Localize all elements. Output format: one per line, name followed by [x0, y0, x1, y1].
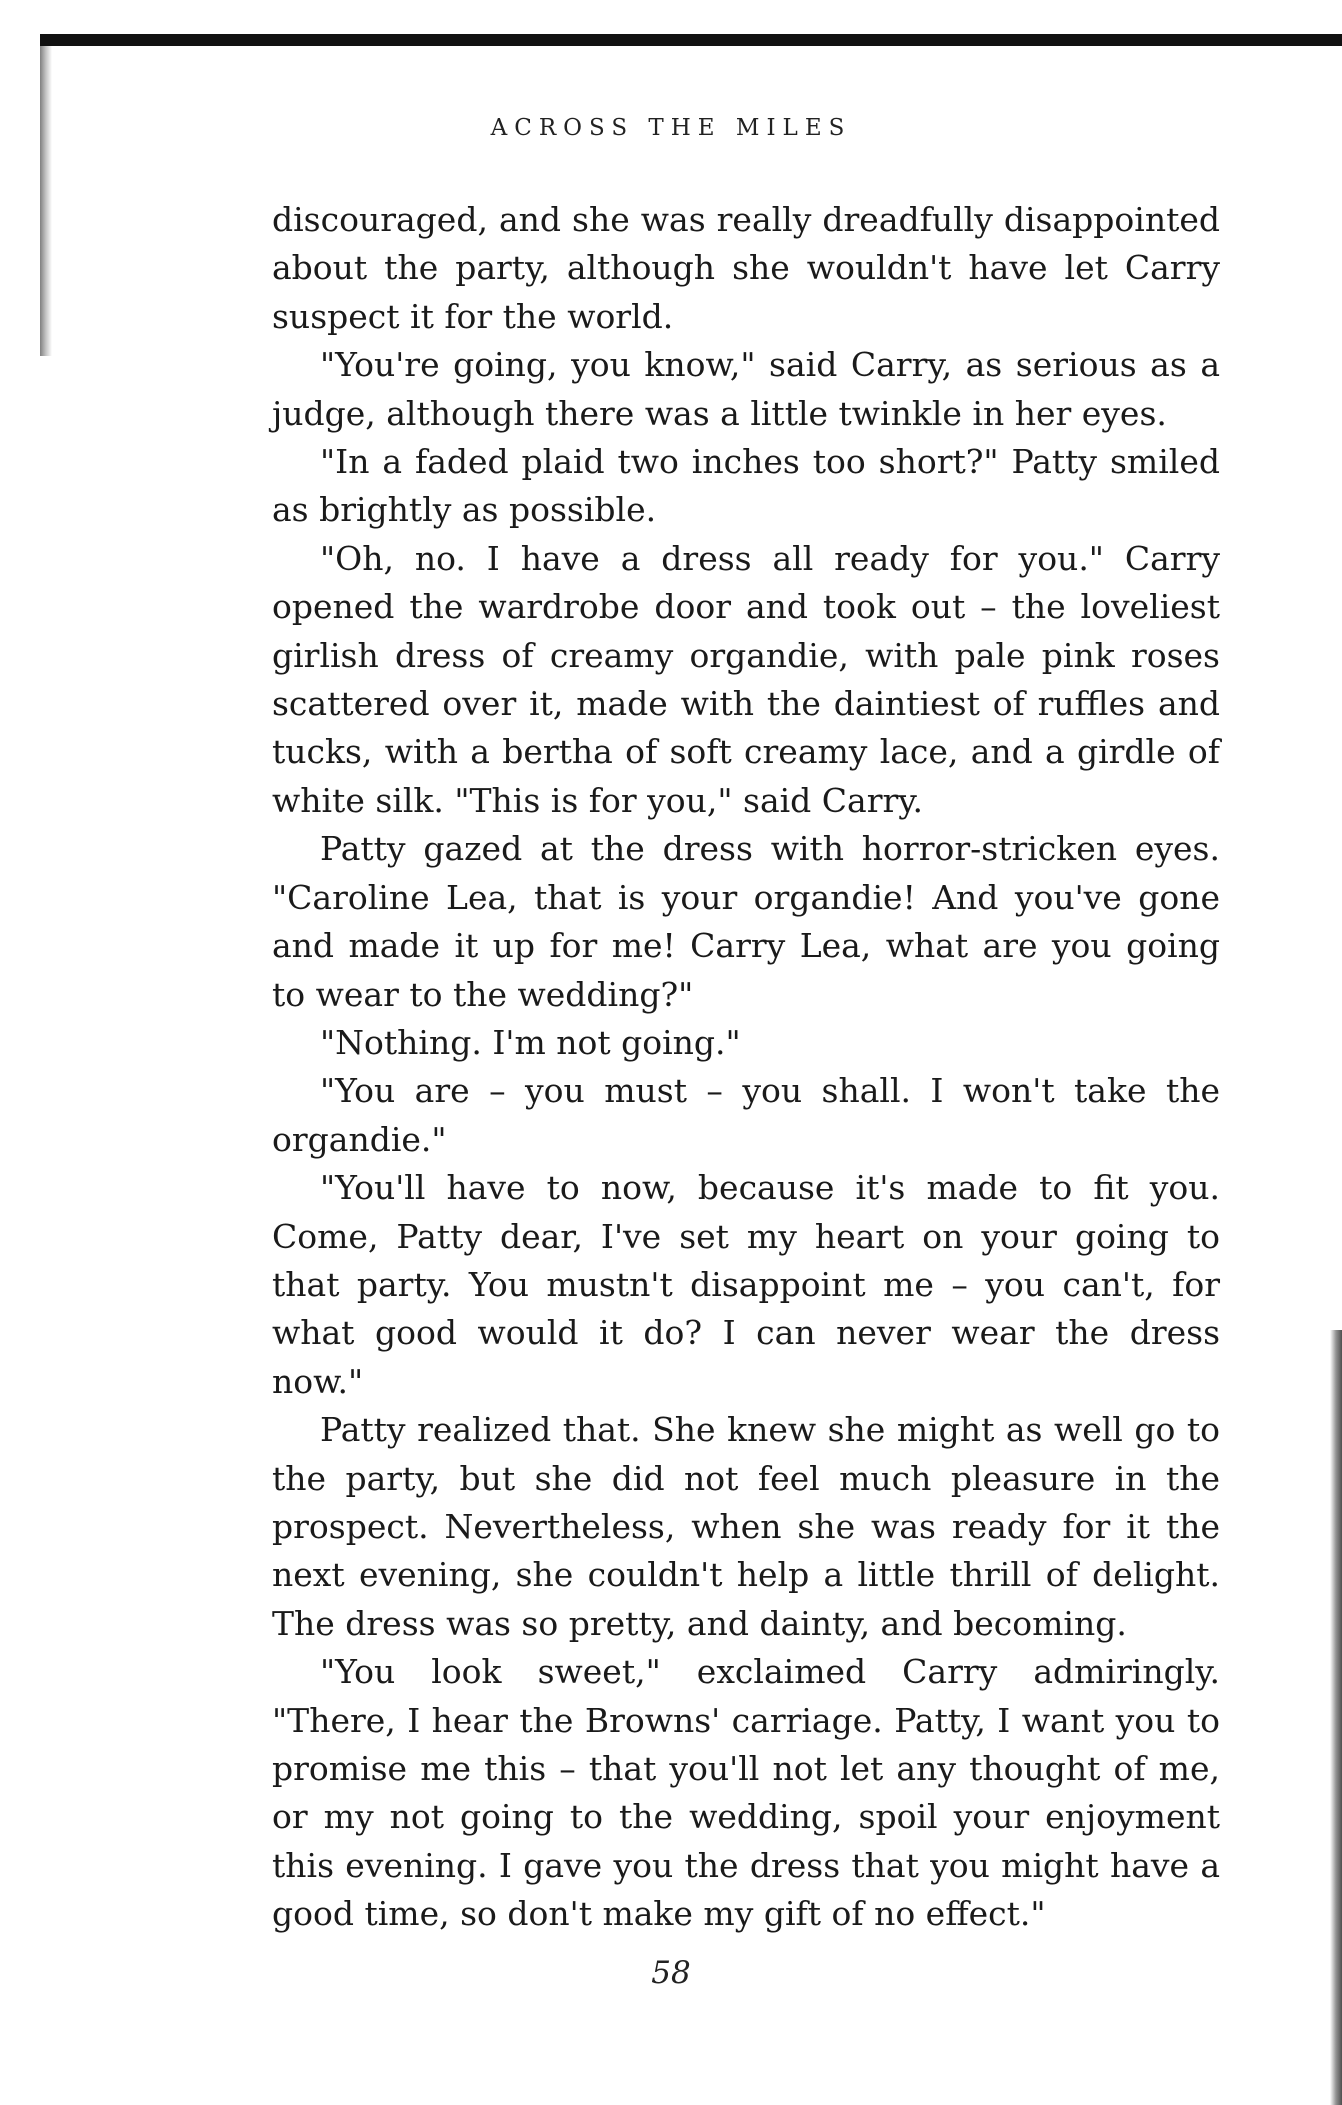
- paragraph: "You are – you must – you shall. I won't take the organdie.": [272, 1071, 1220, 1159]
- page-number: 58: [651, 1955, 691, 1991]
- scan-left-edge-shadow: [40, 46, 52, 356]
- paragraph: "You're going, you know," said Carry, as serious as a judge, although there was a little twinkle in her eyes.: [272, 345, 1220, 433]
- paragraph: Patty realized that. She knew she might as well go to the party, but she did not feel much pleasure in the prospect. Nevertheless, when she was ready for it the next evening, she couldn't help a little thrill of delight. The dress was so pretty, and dainty, and becoming.: [272, 1410, 1220, 1643]
- body-text: [272, 196, 1220, 1939]
- paragraph: "Oh, no. I have a dress all ready for you." Carry opened the wardrobe door and took out – the loveliest girlish dress of creamy organdie, with pale pink roses scattered over it, made with the daintiest of ruffles and tucks, with a bertha of soft creamy lace, and a girdle of white silk. "This is for you," said Carry.: [272, 538, 1220, 820]
- paragraph: "You'll have to now, because it's made to fit you. Come, Patty dear, I've set my heart on your going to that party. You mustn't disappoint me – you can't, for what good would it do? I can never wear the dress now.": [272, 1168, 1220, 1401]
- paragraph: "Nothing. I'm not going.": [320, 1022, 741, 1062]
- paragraph-continued: discouraged, and she was really dreadfully disappointed about the party, although she wouldn't have let Carry suspect it for the world.: [272, 200, 1220, 336]
- paragraph: "In a faded plaid two inches too short?" Patty smiled as brightly as possible.: [272, 442, 1220, 530]
- top-border-rule: [40, 34, 1342, 46]
- running-head: ACROSS THE MILES: [490, 115, 852, 141]
- paragraph: Patty gazed at the dress with horror-stricken eyes. "Caroline Lea, that is your organdie! And you've gone and made it up for me! Carry Lea, what are you going to wear to the wedding?": [272, 829, 1220, 1014]
- paragraph: "You look sweet," exclaimed Carry admiringly. "There, I hear the Browns' carriage. Patty, I want you to promise me this – that you'll not let any thought of me, or my not going to the wedding, spoil your enjoyment this evening. I gave you the dress that you might have a good time, so don't make my gift of no effect.": [272, 1652, 1220, 1934]
